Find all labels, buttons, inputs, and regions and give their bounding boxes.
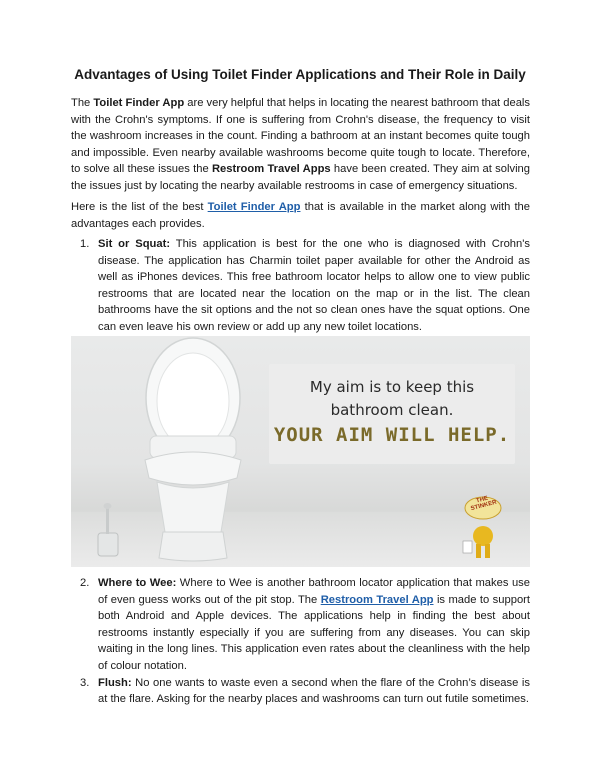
toilet-brush-icon xyxy=(98,503,118,556)
mascot-badge-label: THE STINKER xyxy=(470,495,498,513)
item-title: Flush: xyxy=(98,676,132,689)
list-item xyxy=(71,236,530,336)
text-run: Here is the list of the best xyxy=(71,201,208,213)
bold-term-toilet-finder-app: Toilet Finder App xyxy=(93,97,185,109)
item-title: Sit or Squat: xyxy=(98,238,171,250)
item-text: This application is best for the one who is diagnosed with Crohn's disease. The application has Charmin toilet paper available for other the Android as well as iPhones devices. This free bathroom locator helps to allow one to view public restrooms that are located near the location on the map or in the list. The clean bathrooms have the sit options and the not so clean ones have the squat options. One can even leave his own review or add up any new toilet locations. xyxy=(98,238,530,333)
article-title: Advantages of Using Toilet Finder Applications and Their Role in Daily xyxy=(74,67,526,82)
bold-term-restroom-travel-apps: Restroom Travel Apps xyxy=(211,163,331,176)
sign-line-2: bathroom clean. xyxy=(330,401,454,419)
text-run: have been created. They aim at solving the issues just by locating the nearby available restrooms in case of emergency situations. xyxy=(71,163,530,192)
item-text: Where to Wee is another bathroom locator application that makes use of even guess works out of the pit stop. The xyxy=(98,577,530,606)
item-title: Where to Wee: xyxy=(98,577,177,589)
list-number: 3. xyxy=(80,676,90,689)
item-text: is made to support both Android and Apple devices. The applications help in finding the best about restrooms instantly especially if you are suffering from any diseases. You can skip waiting in the long lines. This application even rates about the cleanliness with the help of colour notation. xyxy=(98,593,530,672)
app-list-continued xyxy=(71,575,530,708)
toilet-finder-app-link[interactable]: Toilet Finder App xyxy=(207,201,301,213)
sign-board xyxy=(269,364,515,464)
toilet-icon xyxy=(145,338,241,561)
text-run: that is available in the market along with the advantages each provides. xyxy=(71,201,530,230)
list-intro-paragraph xyxy=(71,199,530,232)
restroom-travel-app-link[interactable]: Restroom Travel App xyxy=(320,593,434,606)
sign-line-1: My aim is to keep this xyxy=(309,378,475,396)
list-number: 1. xyxy=(80,238,90,250)
list-item xyxy=(71,675,530,708)
item-text: No one wants to waste even a second when the flare of the Crohn’s disease is at the flare. Asking for the nearby places and washrooms can turn out futile sometimes. xyxy=(98,676,530,706)
sign-line-3: YOUR AIM WILL HELP. xyxy=(273,424,511,446)
list-item xyxy=(71,575,530,675)
intro-paragraph xyxy=(71,95,530,195)
list-number: 2. xyxy=(80,577,90,589)
bathroom-photo xyxy=(71,336,530,567)
app-list xyxy=(71,236,530,336)
text-run: The xyxy=(71,97,94,109)
text-run: are very helpful that helps in locating the nearest bathroom that deals with the Crohn's symptoms. If one is suffering from Crohn's disease, the frequency to visit the washroom increases in the count. Finding a bathroom at an instant becomes quite tough and impossible. Even nearby available washrooms become quite tough to locate. Therefore, to solve all these issues the xyxy=(71,97,531,176)
